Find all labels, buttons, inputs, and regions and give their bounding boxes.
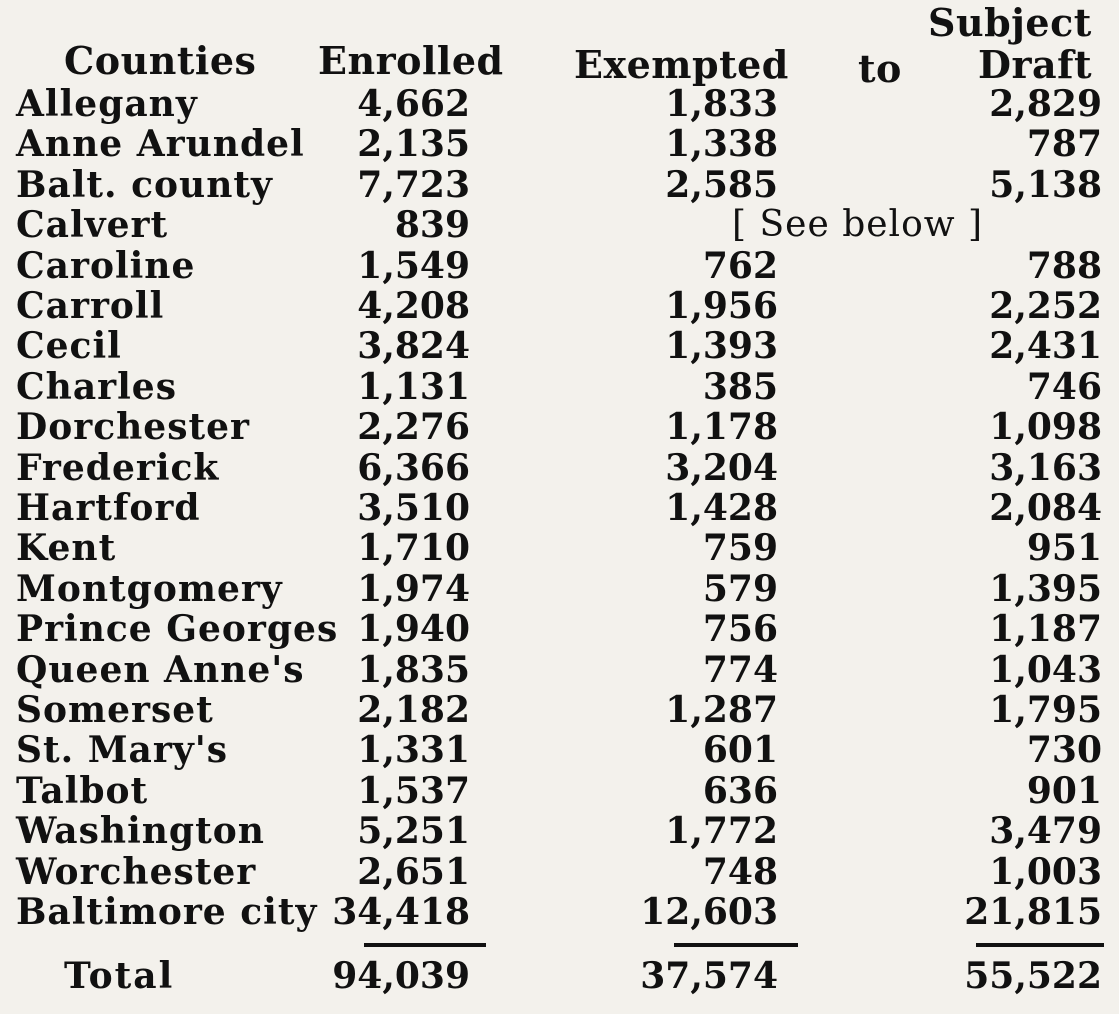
enrolled-value: 2,651 [357,850,470,893]
subject-value: 2,084 [989,487,1102,529]
county-name: Baltimore city [16,891,318,933]
subject-value: 21,815 [964,891,1102,933]
table-row [0,528,1119,568]
enrolled-value: 1,974 [357,567,470,610]
exempted-value: 762 [702,244,778,287]
header-counties: Counties [64,38,257,83]
table-row [0,286,1119,326]
enrolled-value: 1,710 [357,527,470,570]
exempted-value: 579 [702,567,778,610]
header-enrolled: Enrolled [318,38,504,83]
exempted-value: 3,204 [665,446,778,489]
subject-value: 730 [1026,729,1102,772]
county-name: Dorchester [16,406,250,449]
county-name: Calvert [16,204,169,247]
exempted-value: 1,393 [665,325,778,368]
county-name: Allegany [16,83,198,125]
enrolled-value: 1,537 [357,769,470,812]
enrolled-value: 2,276 [357,406,470,449]
subject-value: 1,187 [989,608,1102,651]
exempted-value: 12,603 [640,891,778,933]
subject-value: 787 [1026,123,1102,166]
county-name: Queen Anne's [16,648,305,691]
enrolled-value: 1,940 [357,608,470,651]
enrolled-value: 2,182 [357,689,470,731]
enrolled-value: 839 [394,204,470,247]
county-name: Montgomery [16,567,283,610]
total-rule-exempted [674,943,798,947]
county-name: Charles [16,365,177,408]
subject-value: 746 [1026,365,1102,408]
exempted-value: 2,585 [665,163,778,206]
exempted-value: 1,956 [665,285,778,327]
county-name: Caroline [16,244,196,287]
county-name: Worchester [16,850,257,893]
total-row [0,956,1119,996]
county-name: Carroll [16,285,165,327]
subject-value: 1,795 [989,689,1102,731]
subject-value: 5,138 [989,163,1102,206]
exempted-value: 636 [702,769,778,812]
county-name: Frederick [16,446,220,489]
enrolled-value: 1,131 [357,365,470,408]
county-name: Washington [16,810,265,853]
subject-value: 1,395 [989,567,1102,610]
subject-value: 901 [1026,769,1102,812]
county-name: Hartford [16,487,201,529]
subject-value: 1,098 [989,406,1102,449]
exempted-value: 601 [702,729,778,772]
total-subject: 55,522 [964,955,1102,997]
table-row [0,892,1119,932]
subject-value: 1,003 [989,850,1102,893]
county-name: St. Mary's [16,729,229,772]
header-to: to [858,46,902,91]
enrolled-value: 5,251 [357,810,470,853]
table-row [0,771,1119,811]
enrolled-value: 1,549 [357,244,470,287]
table-row [0,407,1119,447]
enrolled-value: 6,366 [357,446,470,489]
county-name: Somerset [16,689,214,731]
exempted-value: 1,178 [665,406,778,449]
exempted-value: 1,338 [665,123,778,166]
county-name: Prince Georges [16,608,339,651]
table-row [0,650,1119,690]
header-subject: Subject [928,0,1092,45]
row-note: [ See below ] [732,204,984,246]
table-row [0,84,1119,124]
table-row [0,730,1119,770]
county-name: Anne Arundel [16,123,305,166]
table-row [0,488,1119,528]
county-name: Kent [16,527,117,570]
table-row [0,124,1119,164]
total-enrolled: 94,039 [332,955,470,997]
table-row [0,609,1119,649]
enrolled-value: 7,723 [357,163,470,206]
enrolled-value: 4,662 [357,83,470,125]
header-exempted: Exempted [574,42,789,87]
table-row [0,448,1119,488]
enrolled-value: 4,208 [357,285,470,327]
table-row [0,165,1119,205]
exempted-value: 774 [702,648,778,691]
county-name: Talbot [16,769,149,812]
subject-value: 2,252 [989,285,1102,327]
enrolled-value: 34,418 [332,891,470,933]
total-exempted: 37,574 [640,955,778,997]
exempted-value: 385 [702,365,778,408]
table-row [0,326,1119,366]
enrolled-value: 1,835 [357,648,470,691]
subject-value: 3,479 [989,810,1102,853]
exempted-value: 756 [702,608,778,651]
subject-value: 951 [1026,527,1102,570]
table-row [0,246,1119,286]
table-row [0,811,1119,851]
header-draft: Draft [978,42,1092,87]
table-row [0,690,1119,730]
table-row [0,569,1119,609]
table-row [0,852,1119,892]
table-row [0,205,1119,245]
exempted-value: 1,428 [665,487,778,529]
enrolled-value: 1,331 [357,729,470,772]
enrolled-value: 3,824 [357,325,470,368]
exempted-value: 759 [702,527,778,570]
exempted-value: 1,287 [665,689,778,731]
exempted-value: 1,833 [665,83,778,125]
subject-value: 788 [1026,244,1102,287]
subject-value: 3,163 [989,446,1102,489]
county-name: Cecil [16,325,122,368]
total-label: Total [64,955,175,997]
enrolled-value: 2,135 [357,123,470,166]
table-row [0,367,1119,407]
total-rule-enrolled [364,943,486,947]
total-rule-subject [976,943,1104,947]
subject-value: 2,431 [989,325,1102,368]
exempted-value: 1,772 [665,810,778,853]
subject-value: 2,829 [989,83,1102,125]
exempted-value: 748 [702,850,778,893]
county-name: Balt. county [16,163,273,206]
subject-value: 1,043 [989,648,1102,691]
enrolled-value: 3,510 [357,487,470,529]
